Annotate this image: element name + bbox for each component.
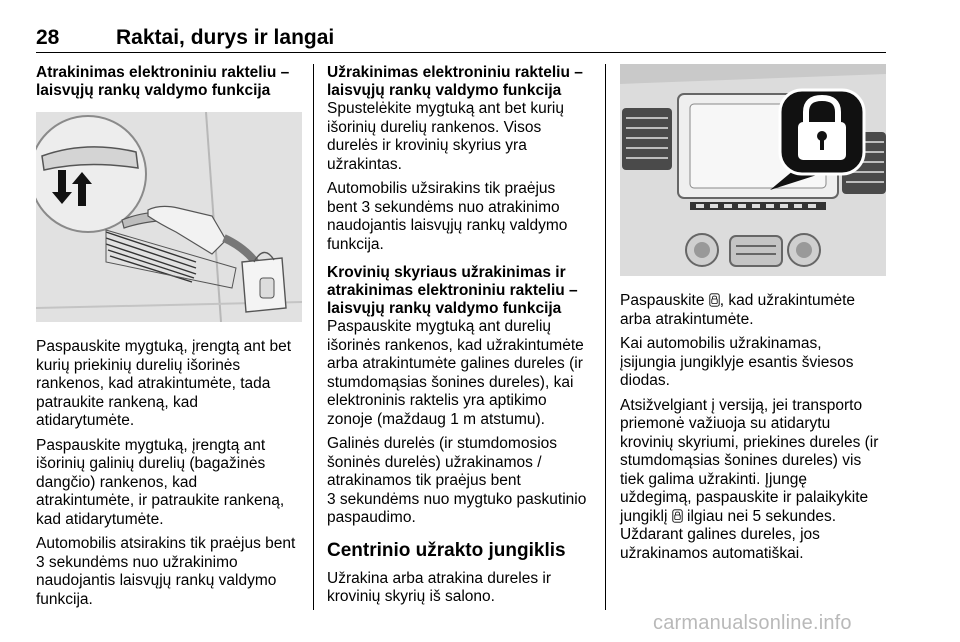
- header-rule: [36, 52, 886, 53]
- watermark: carmanualsonline.info: [653, 612, 852, 634]
- section-heading: Užrakinimas elektroniniu rakteliu – laisvųjų rankų valdymo funkcija: [327, 64, 583, 99]
- paragraph: Automobilis užsirakins tik praėjus bent 3 sekundėms nuo atrakinimo naudojantis laisvųjų rankų valdymo funkcija.: [327, 180, 568, 253]
- door-handle-keyless-icon: [36, 112, 302, 322]
- section-heading: Atrakinimas elektroniniu rakteliu – laisvųjų rankų valdymo funkcija: [36, 64, 290, 99]
- section-heading: Krovinių skyriaus užrakinimas ir atrakinimas elektroniniu rakteliu – laisvųjų rankų valdymo funkcija: [327, 264, 578, 317]
- paragraph: Atsižvelgiant į versiją, jei transporto priemonė važiuoja su atidarytu krovinių skyriumi, priekines dureles (ir stumdomąsias šonines dureles) vis tiek galima užrakinti. Įjungę uždegimą, paspauskite ir palaikykite jungiklį ilgiau nei 5 sekundes. Uždarant galines dureles, jos užrakinamos automatiškai.: [620, 396, 879, 562]
- paragraph: Galinės durelės (ir stumdomosios šoninės durelės) užrakinamos / atrakinamos tik praėjus bent 3 sekundėms nuo mygtuko paskutinio paspaudimo.: [327, 435, 587, 526]
- column-2: [327, 64, 593, 607]
- paragraph: Spustelėkite mygtuką ant bet kurių išorinių durelių rankenos. Visos durelės ir krovinių skyrius yra užrakintas.: [327, 100, 564, 173]
- paragraph: Paspauskite mygtuką, įrengtą ant išorinių galinių durelių (bagažinės dangčio) rankenos, kad atrakintumėte, ir patraukite rankeną, kad atidarytumėte.: [36, 436, 285, 528]
- column-divider: [605, 64, 606, 610]
- column-1: [36, 64, 302, 609]
- page-title: Raktai, durys ir langai: [116, 26, 335, 49]
- column-3: [620, 64, 886, 563]
- paragraph: Paspauskite mygtuką ant durelių išorinės rankenos, kad užrakintumėte arba atrakintumėte galines dureles (ir stumdomąsias šonines dureles), kai elektroninis raktelis yra aptikimo zonoje (maždaug 1 m atstumu).: [327, 318, 584, 428]
- lock-icon: [672, 509, 683, 523]
- column-divider: [313, 64, 314, 610]
- paragraph: Paspauskite , kad užrakintumėte arba atrakintumėte.: [620, 292, 856, 328]
- page-header: [36, 26, 886, 54]
- lock-icon: [709, 293, 720, 307]
- page-number: 28: [36, 26, 60, 49]
- paragraph: Paspauskite mygtuką, įrengtą ant bet kurių priekinių durelių išorinės rankenos, kad atrakintumėte, tada patraukite rankeną, kad atidarytumėte.: [36, 338, 292, 429]
- section-title: Centrinio užrakto jungiklis: [327, 539, 566, 561]
- paragraph: Automobilis atsirakins tik praėjus bent 3 sekundėms nuo užrakinimo naudojantis laisvųjų rankų valdymo funkcija.: [36, 535, 296, 608]
- paragraph: Užrakina arba atrakina dureles ir krovinių skyrių iš salono.: [327, 569, 551, 605]
- central-lock-switch-icon: [620, 64, 886, 276]
- paragraph: Kai automobilis užrakinamas, įsijungia jungiklyje esantis šviesos diodas.: [620, 335, 854, 389]
